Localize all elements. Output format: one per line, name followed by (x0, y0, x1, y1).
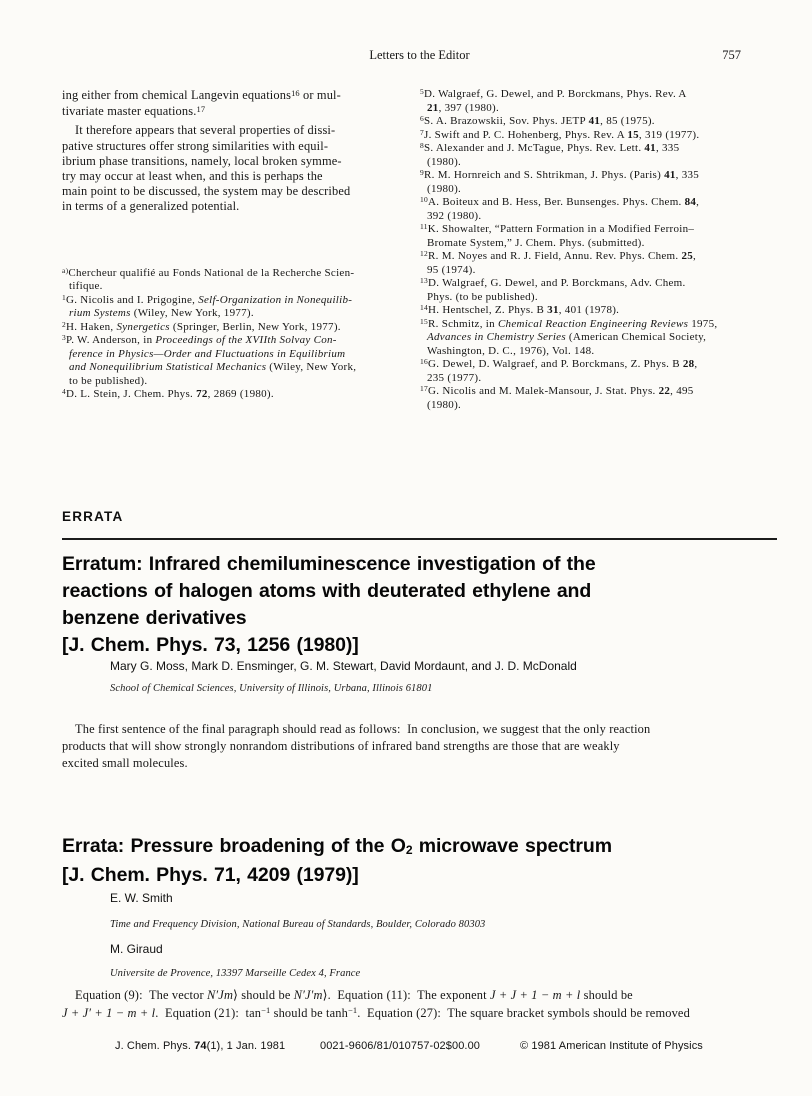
text-line: (1980). (427, 398, 462, 411)
text-line: to be published). (69, 374, 148, 387)
text-line: 21, 397 (1980). (427, 101, 500, 114)
reference-item (420, 358, 777, 385)
text-line: $^4$D. L. Stein, J. Chem. Phys. 72, 2869 (1980). (62, 387, 274, 401)
footnote-item (62, 388, 400, 402)
text-line: Errata: Pressure broadening of the $O_2$ microwave spectrum (62, 835, 612, 858)
text-line: $^{16}$G. Dewel, D. Walgraef, and P. Borckmans, Z. Phys. B 28, (420, 357, 698, 370)
text-line: $^{a)}$Chercheur qualifié au Fonds National de la Recherche Scien- (62, 265, 355, 279)
footer-journal-citation (115, 1040, 285, 1052)
text-line: ference in Physics—Order and Fluctuations in Equilibrium (69, 347, 346, 360)
text-line: $^{13}$D. Walgraef, G. Dewel, and P. Borckmans, Adv. Chem. (420, 276, 686, 289)
erratum2-author2-affiliation: Universite de Provence, 13397 Marseille Cedex 4, France (110, 968, 361, 979)
text-line: $^7$J. Swift and P. C. Hohenberg, Phys. Rev. A 15, 319 (1977). (420, 127, 700, 141)
footnote-item (62, 294, 400, 321)
right-column (420, 88, 777, 412)
text-line: $^{17}$G. Nicolis and M. Malek-Mansour, J. Stat. Phys. 22, 495 (420, 384, 694, 397)
text-line: J + J′ + 1 − m + l. Equation (21): $\tan^{-1}$ should be $\tanh^{-1}$. Equation (27): The square bracket symbols should be removed (62, 1005, 690, 1020)
text-line: [J. Chem. Phys. 71, 4209 (1979)] (62, 864, 359, 886)
text-line: (1980). (427, 182, 462, 195)
footnote-list (62, 267, 400, 402)
footnote-item (62, 321, 400, 335)
reference-item (420, 196, 777, 223)
reference-item (420, 318, 777, 359)
text-line: benzene derivatives (62, 607, 247, 629)
erratum2-author1-name: E. W. Smith (110, 891, 173, 905)
reference-item (420, 142, 777, 169)
text-line: $^9$R. M. Hornreich and S. Shtrikman, J. Phys. (Paris) 41, 335 (420, 168, 700, 181)
section-rule (62, 538, 777, 540)
text-line: $^3$P. W. Anderson, in Proceedings of the XVIIth Solvay Con- (62, 333, 337, 347)
text-line: $^{15}$R. Schmitz, in Chemical Reaction Engineering Reviews 1975, (420, 316, 718, 330)
footer-copyright: © 1981 American Institute of Physics (520, 1040, 703, 1052)
text-line: Erratum: Infrared chemiluminescence investigation of the (62, 553, 596, 575)
text-line: 392 (1980). (427, 209, 482, 222)
text-line: in terms of a generalized potential. (62, 199, 240, 214)
text-line: products that will show strongly nonrandom distributions of infrared band strengths are those that are weakly (62, 739, 620, 753)
text-line: $^{14}$H. Hentschel, Z. Phys. B 31, 401 (1978). (420, 303, 620, 316)
paragraph-conclusion (62, 123, 400, 214)
reference-item (420, 223, 777, 250)
text-line: reactions of halogen atoms with deuterated ethylene and (62, 580, 592, 602)
text-line: J. Chem. Phys. 74(1), 1 Jan. 1981 (115, 1040, 286, 1052)
text-line: 235 (1977). (427, 371, 482, 384)
text-line: Equation (9): The vector N′Jm⟩ should be N′J′m⟩. Equation (11): The exponent J + J + 1 − m + l should be (75, 988, 633, 1002)
footnote-item (62, 267, 400, 294)
erratum2-author2-name: M. Giraud (110, 942, 163, 956)
footer-issn-code: 0021-9606/81/010757-02$00.00 (320, 1040, 481, 1052)
text-line: rium Systems (Wiley, New York, 1977). (69, 307, 254, 320)
text-line: Phys. (to be published). (427, 290, 538, 303)
page-footer (62, 1040, 777, 1056)
page-number: 757 (722, 48, 741, 62)
text-line: Bromate System,” J. Chem. Phys. (submitted). (427, 236, 645, 249)
reference-list (420, 88, 777, 412)
reference-item (420, 129, 777, 143)
text-line: and Nonequilibrium Statistical Mechanics (Wiley, New York, (69, 361, 357, 374)
reference-item (420, 115, 777, 129)
text-line: tifique. (69, 280, 103, 293)
text-line: tivariate master equations.$^{17}$ (62, 104, 206, 119)
erratum1-title (62, 551, 777, 659)
text-line: $^2$H. Haken, Synergetics (Springer, Berlin, New York, 1977). (62, 319, 341, 333)
running-title: Letters to the Editor (369, 48, 470, 62)
text-line: excited small molecules. (62, 756, 188, 770)
text-line: [J. Chem. Phys. 73, 1256 (1980)] (62, 634, 359, 656)
erratum2-body (62, 987, 777, 1023)
left-column (62, 88, 400, 412)
erratum1-body (62, 721, 777, 772)
paragraph-continuation (62, 88, 400, 120)
text-line: pative structures offer strong similarities with equil- (62, 138, 329, 153)
text-line: Advances in Chemistry Series (American Chemical Society, (427, 331, 707, 343)
erratum2-author1-affiliation: Time and Frequency Division, National Bureau of Standards, Boulder, Colorado 80303 (110, 919, 486, 930)
text-line: $^{11}$K. Showalter, “Pattern Formation in a Modified Ferroin– (420, 222, 695, 235)
text-line: $^{12}$R. M. Noyes and R. J. Field, Annu. Rev. Phys. Chem. 25, (420, 249, 697, 262)
reference-item (420, 277, 777, 304)
text-line: $^{10}$A. Boiteux and B. Hess, Ber. Bunsenges. Phys. Chem. 84, (420, 195, 700, 208)
erratum2-title (62, 833, 777, 889)
reference-item (420, 88, 777, 115)
running-head (62, 48, 777, 64)
text-line: ing either from chemical Langevin equations$^{16}$ or mul- (62, 87, 341, 102)
reference-item (420, 385, 777, 412)
text-line: $^8$S. Alexander and J. McTague, Phys. Rev. Lett. 41, 335 (420, 141, 680, 154)
text-line: (1980). (427, 155, 462, 168)
text-line: main point to be discussed, the system may be described (62, 184, 351, 199)
text-line: It therefore appears that several properties of dissi- (75, 123, 336, 138)
erratum1-authors: Mary G. Moss, Mark D. Ensminger, G. M. Stewart, David Mordaunt, and J. D. McDonald (110, 659, 577, 673)
text-line: try may occur at least when, and this is perhaps the (62, 169, 323, 184)
text-line: $^5$D. Walgraef, G. Dewel, and P. Borckmans, Phys. Rev. A (420, 87, 687, 100)
text-line: ibrium phase transitions, namely, local broken symme- (62, 153, 342, 168)
reference-item (420, 304, 777, 318)
reference-item (420, 169, 777, 196)
errata-section-heading: ERRATA (62, 509, 124, 524)
text-line: 95 (1974). (427, 263, 476, 276)
text-line: $^6$S. A. Brazowskii, Sov. Phys. JETP 41, 85 (1975). (420, 114, 655, 127)
erratum1-affiliation: School of Chemical Sciences, University of Illinois, Urbana, Illinois 61801 (110, 683, 433, 694)
text-line: $^1$G. Nicolis and I. Prigogine, Self-Organization in Nonequilib- (62, 292, 353, 306)
reference-item (420, 250, 777, 277)
footnote-item (62, 334, 400, 388)
text-line: The first sentence of the final paragraph should read as follows: In conclusion, we suggest that the only reaction (75, 722, 651, 736)
text-line: Washington, D. C., 1976), Vol. 148. (427, 344, 595, 357)
letters-two-column-block (62, 88, 777, 412)
